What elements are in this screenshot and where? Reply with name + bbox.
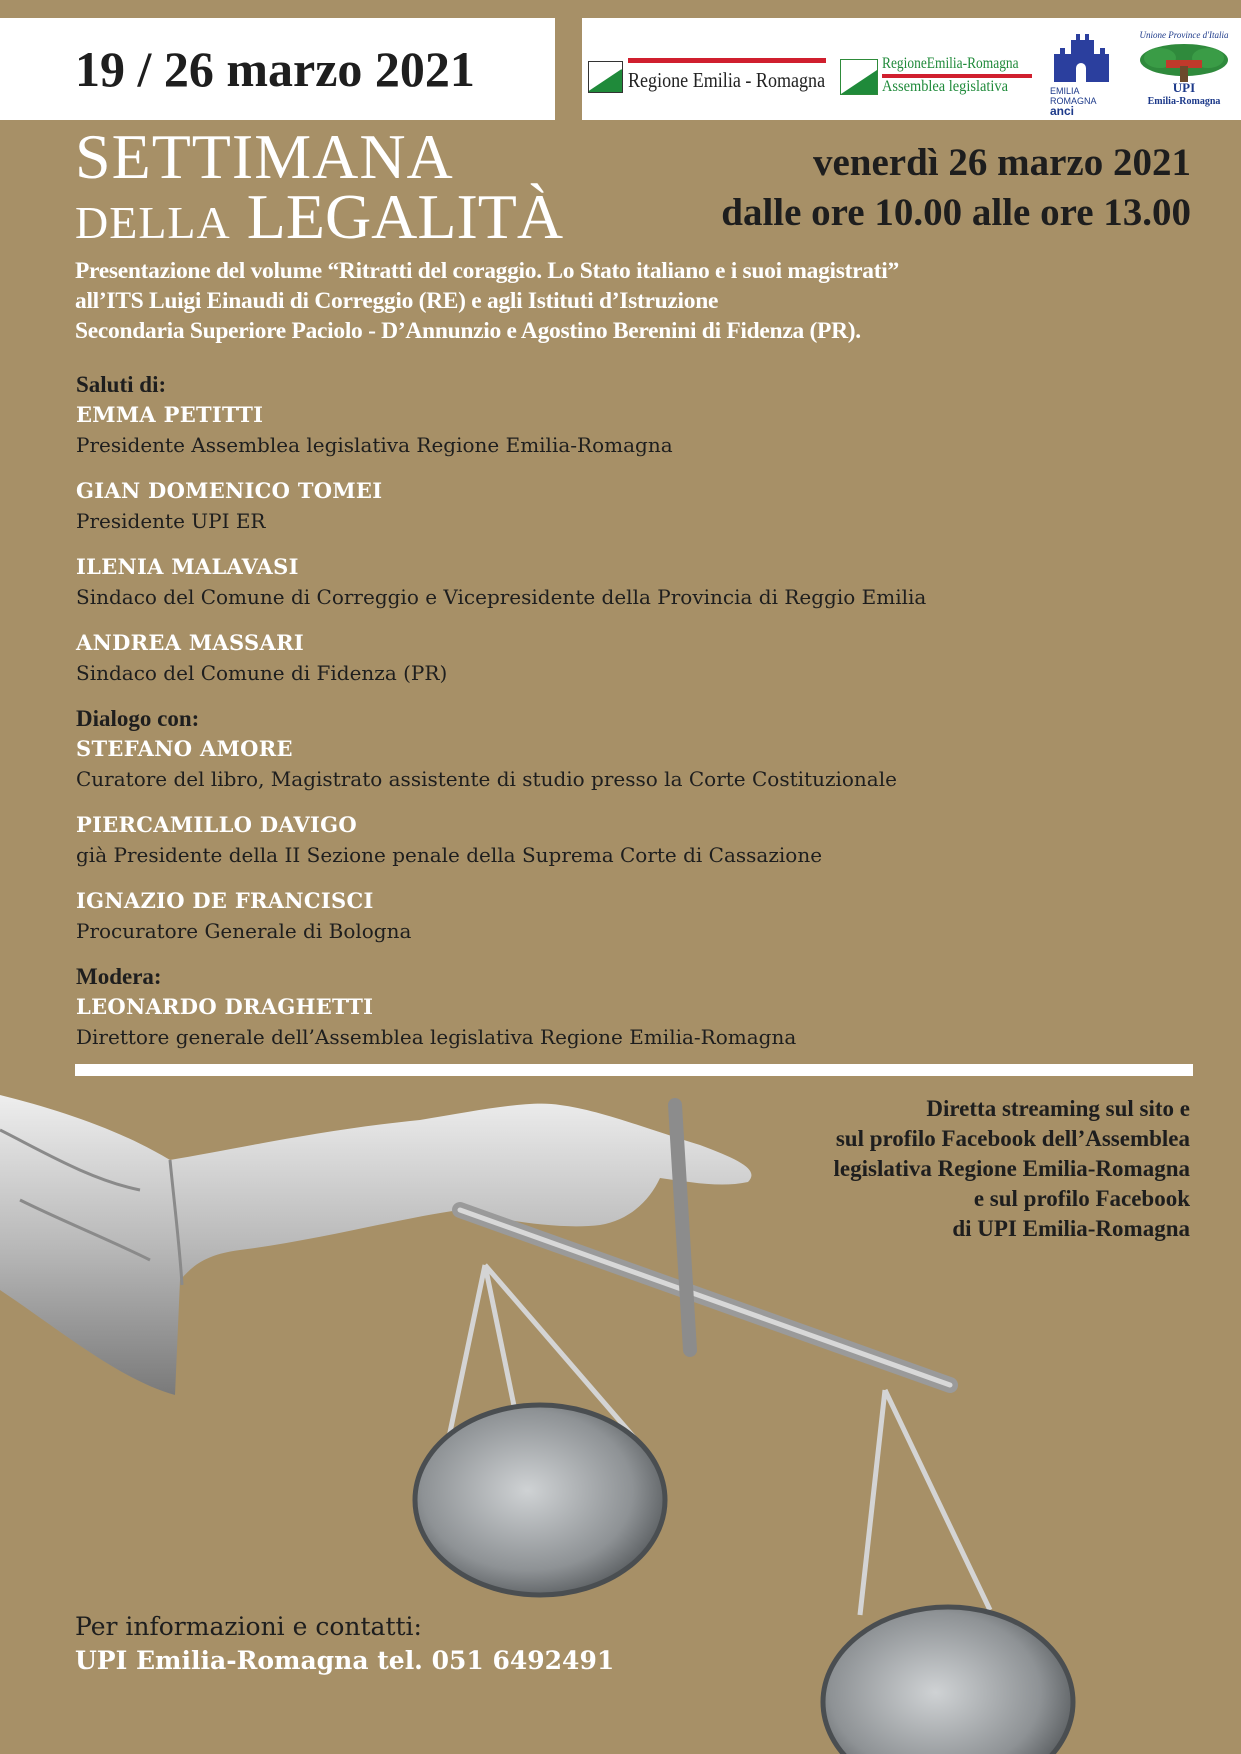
contacts-label: Per informazioni e contatti: [75, 1612, 422, 1641]
presentation-line-1: Presentazione del volume “Ritratti del coraggio. Lo Stato italiano e i suoi magistrati” [75, 258, 899, 284]
upi-text-2: Emilia-Romagna [1147, 96, 1221, 107]
regione-logo-text: Regione Emilia - Romagna [628, 68, 826, 92]
speaker-name: ILENIA MALAVASI [76, 554, 299, 579]
presentation-line-3: Secondaria Superiore Paciolo - D’Annunzio e Agostino Berenini di Fidenza (PR). [75, 318, 861, 344]
oak-tree-icon [1130, 40, 1238, 84]
speaker-role: Procuratore Generale di Bologna [76, 919, 412, 943]
speaker [76, 886, 1176, 946]
speaker-role: Presidente Assemblea legislativa Regione Emilia-Romagna [76, 433, 673, 457]
castle-icon [1050, 32, 1112, 82]
presentation-text [75, 256, 1175, 346]
streaming-info [834, 1094, 1190, 1244]
speaker [76, 400, 1176, 460]
streaming-line-4: e sul profilo Facebook [973, 1186, 1190, 1211]
title-line-1: SETTIMANA [75, 121, 454, 192]
speaker-name: LEONARDO DRAGHETTI [76, 994, 374, 1019]
event-date-block [721, 138, 1191, 238]
speaker-role: già Presidente della II Sezione penale della Suprema Corte di Cassazione [76, 843, 823, 867]
logo-bar [582, 18, 1241, 120]
regione-emilia-romagna-logo [588, 56, 826, 112]
contacts-block [75, 1610, 614, 1678]
speaker-name: GIAN DOMENICO TOMEI [76, 478, 383, 503]
speaker [76, 992, 1176, 1052]
speaker-role: Sindaco del Comune di Fidenza (PR) [76, 661, 448, 685]
modera-label: Modera: [76, 964, 162, 989]
event-day: venerdì 26 marzo 2021 [812, 141, 1191, 184]
speaker-role: Curatore del libro, Magistrato assistente di studio presso la Corte Costituzionale [76, 767, 897, 791]
date-range-box [0, 18, 555, 120]
contacts-phone: UPI Emilia-Romagna tel. 051 6492491 [75, 1646, 615, 1675]
title-legalita: LEGALITÀ [246, 181, 564, 252]
speaker [76, 628, 1176, 688]
anci-text-2: ROMAGNA [1050, 96, 1097, 106]
assemblea-logo-text-1: RegioneEmilia-Romagna [882, 55, 1019, 72]
title-line-2 [75, 182, 563, 258]
saluti-label: Saluti di: [76, 372, 167, 397]
speaker [76, 552, 1176, 612]
regione-flag-icon [588, 61, 623, 93]
date-range: 19 / 26 marzo 2021 [75, 41, 475, 97]
speaker-name: ANDREA MASSARI [76, 630, 304, 655]
streaming-line-1: Diretta streaming sul sito e [926, 1096, 1190, 1121]
divider [75, 1064, 1193, 1076]
speaker-name: EMMA PETITTI [76, 402, 264, 427]
speaker-name: STEFANO AMORE [76, 736, 293, 761]
dialogo-label: Dialogo con: [76, 706, 200, 731]
streaming-line-5: di UPI Emilia-Romagna [952, 1216, 1190, 1241]
upi-text-1: UPI [1172, 80, 1196, 95]
assemblea-logo-text-2: Assemblea legislativa [882, 78, 1008, 95]
speaker-name: PIERCAMILLO DAVIGO [76, 812, 358, 837]
anci-text-3: anci [1050, 104, 1075, 118]
speaker [76, 810, 1176, 870]
upi-logo [1130, 30, 1238, 118]
speaker [76, 734, 1176, 794]
speaker-role: Presidente UPI ER [76, 509, 266, 533]
speaker-role: Direttore generale dell’Assemblea legislativa Regione Emilia-Romagna [76, 1025, 797, 1049]
assemblea-legislativa-logo [840, 57, 1030, 113]
speaker-role: Sindaco del Comune di Correggio e Vicepresidente della Provincia di Reggio Emilia [76, 585, 927, 609]
speaker-name: IGNAZIO DE FRANCISCI [76, 888, 374, 913]
streaming-line-2: sul profilo Facebook dell’Assemblea [835, 1126, 1190, 1151]
speakers-list [76, 370, 1176, 1068]
anci-text-1: EMILIA [1050, 86, 1080, 96]
event-time: dalle ore 10.00 alle ore 13.00 [721, 191, 1191, 234]
upi-arc-text: Unione Province d'Italia [1139, 30, 1229, 40]
presentation-line-2: all’ITS Luigi Einaudi di Correggio (RE) e agli Istituti d’Istruzione [75, 288, 719, 314]
speaker [76, 476, 1176, 536]
anci-logo [1050, 32, 1120, 122]
title-della: DELLA [75, 197, 231, 248]
assemblea-flag-icon [840, 59, 878, 95]
streaming-line-3: legislativa Regione Emilia-Romagna [833, 1156, 1190, 1181]
